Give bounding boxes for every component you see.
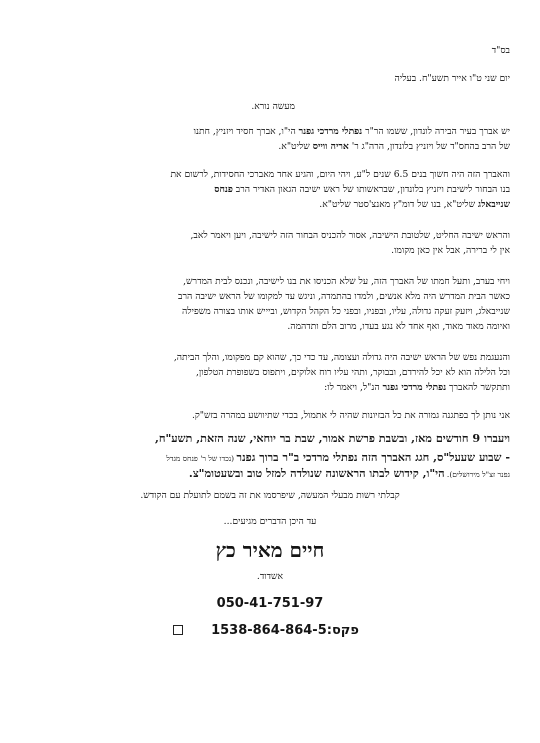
ending-line: עד היכן הדברים מגיעים... [223,516,317,527]
text-segment: (נכדו של ר' פנחס מגדל [166,454,237,463]
paragraph-line [40,290,510,303]
text-segment: יש אברך בעיר הבירה לונדון, ששמו הר"ר [362,126,510,137]
paragraph-line [40,320,510,333]
paragraph-line [40,140,510,153]
bold-text: נפתלי מרדכי גפנר [382,382,447,393]
paragraph-line [40,351,510,364]
text-segment: וכל הלילה הוא לא יכל להירדם, ובבוקר, ותהי עליו רוח אלוקים, ויתפוס בשפופרת הטלפון, [195,367,510,378]
text-segment: והראש ישיבה החליט, שלטובת הישיבה, אסור להכניס הבחור הזה לישיבה, ויען ויאמר לאב, [190,230,510,241]
text-segment: גפנר זצ"ל מירושלים). [444,470,510,479]
paragraph-line [40,381,510,394]
closing-line [40,451,510,465]
bold-text: נפתלי מרדכי גפנר [298,126,363,137]
closing-line [40,467,510,481]
text-segment: והנעגמת נפש של הראש ישיבה היה גדולה ועצומה, עד כדי כך, שהוא קם מפקומו, והלך הביתה, [173,352,510,363]
fax-number: 1538-864-864-5:פקס [211,623,359,638]
text-segment: של הרב בהחס"ד של ויזניץ בלונדון, הרה"ג ר' [348,141,510,152]
text-segment: והאברך הזה היה חשוך בנים 6.5 שנים ל"ע, ויהי היום, והגיע אחד מאברכי החסידות, לרשום את [170,169,510,180]
bold-text: שנייבאלג [478,199,510,210]
paragraph-line [40,366,510,379]
paragraph-line [40,125,510,138]
bold-text: הי"ו, קידוש לבתו הראשונה שנולדה למזל טוב ובשעטומ"צ. [188,467,445,480]
text-segment: הנ"ל, ויאמר לו: [324,382,383,393]
text-segment: ויחי בערב, ותעל חמתו של האברך הזה, על שלא הכניסו את בנו לישיבה, ונכנס לבית המדרש, [183,276,510,287]
text-segment: שליט"א. [278,141,313,152]
text-segment: שנייבאלג, ויזעק זעקה גדולה, עליו, ובפניו, ובפני כל הקהל הקדוש, וביייש אותו בצורה משפילה [181,306,510,317]
paragraph-line [40,275,510,288]
letter-title: מעשה נורא. [251,101,295,112]
paragraph-line [40,409,510,422]
paragraph-line [40,183,510,196]
bsd-header: בס"ד [491,45,510,56]
date-line: יום שני ט"ו אייר תשע"ח. בעליה [394,73,510,84]
text-segment: הי"ו, אברך חסיד ויזניץ, חתנו [193,126,299,137]
text-segment: אני נותן לך בפתגנה גמורה את כל הבזיונות שהיה לי אתמול, בכדי שתיוושע במהרה בזש"ק. [191,410,510,421]
paragraph-line [40,305,510,318]
closing-line [40,432,510,446]
city: אשדוד. [256,571,284,582]
paragraph-line [40,229,510,242]
text-segment: כאשר הבית המדרש היה מלא אנשים, ולמדו בהתמדה, וניגש עד למקומו של הראש ישיבה הרב [178,291,510,302]
text-segment: ואיומה מאוד מאוד, ואף אחד לא נגע בעדו, מרוב הלם ותדהמה. [287,321,510,332]
bold-text: פנחס [214,184,233,195]
bold-text: ויעברו 9 חודשים מאז, ובשבת פרשת אמור, שבת בר יוחאי, שנה הזאת, תשע"ח, [154,432,510,445]
bold-text: אריה ווייס [312,141,349,152]
text-segment: אין לי ברירה, אבל אין כאן מקומו. [391,245,510,256]
paragraph-line [40,198,510,211]
paragraph-line [40,244,510,257]
paragraph-line [40,168,510,181]
text-segment: בנו הבחור לישיבת ויזניץ בלונדון, שבראשותו של ראש ישיבה הגאון האדיר הרב [232,184,510,195]
phone-number: 050-41-751-97 [216,596,324,611]
permission-line: קבלתי רשות מבעלי המעשה, שיפרסמו את זה בשמם לתועלת עם הקודש. [140,490,400,501]
text-segment: שליט"א, בנו של דומ"ץ מאנצ'סטר שליט"א. [319,199,479,210]
bold-text: - שבוע שעעל"ס, חגג האברך הזה נפתלי מרדכי ב"ר ברוך גפנר [236,451,510,464]
text-segment: ותתקשר להאברך [446,382,510,393]
signature: חיים מאיר כץ [215,538,325,562]
